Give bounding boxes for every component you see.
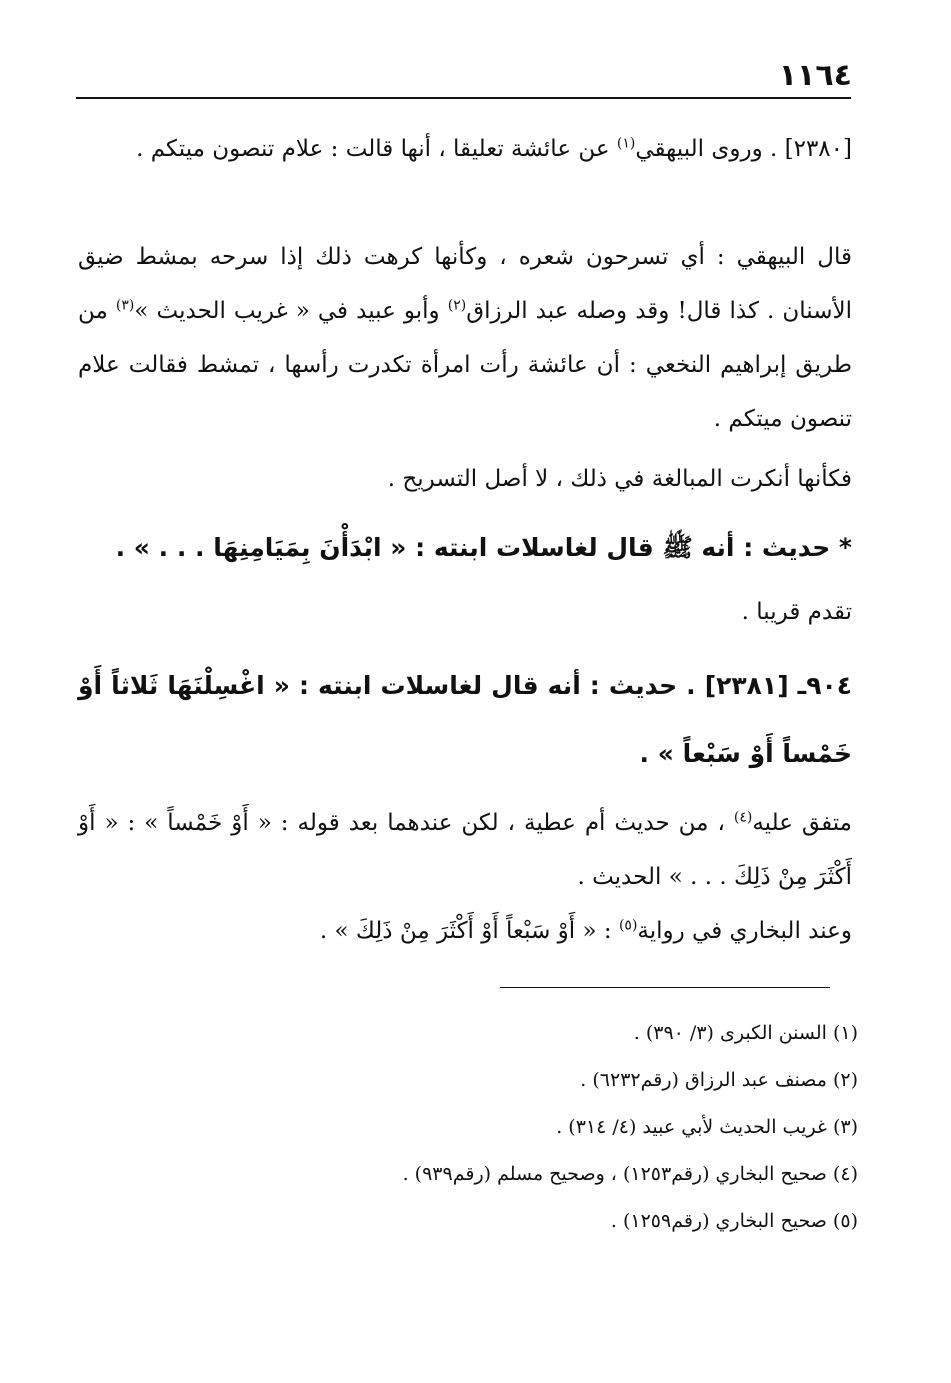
hadith-heading-1: * حديث : أنه ﷺ قال لغاسلات ابنته : « ابْدَأْنَ بِمَيَامِنِهَا . . . » .: [115, 533, 852, 562]
footnote-1: (١) السنن الكبرى (٣/ ٣٩٠) .: [633, 1022, 858, 1044]
header-rule: [76, 97, 851, 99]
paragraph-text: وأبو عبيد في « غريب الحديث »: [134, 298, 448, 324]
footnote-ref-3: (٣): [115, 297, 135, 314]
paragraph-text: متفق عليه: [752, 810, 853, 836]
paragraph-text: عن عائشة تعليقا ، أنها قالت : علام تنصون ميتكم .: [136, 136, 617, 162]
footnotes: [78, 1010, 858, 1245]
paragraph-bayhaqi-comment: [78, 230, 852, 446]
paragraph-bayhaqi-narration: [78, 122, 852, 176]
footnote-ref-1: (١): [616, 135, 636, 152]
paragraph-conclusion: فكأنها أنكرت المبالغة في ذلك ، لا أصل التسريح .: [387, 466, 852, 492]
footnote-4: (٤) صحيح البخاري (رقم١٢٥٣) ، وصحيح مسلم (رقم٩٣٩) .: [402, 1163, 858, 1185]
footnote-ref-4: (٤): [733, 809, 753, 826]
page-number: ١١٦٤: [778, 58, 852, 93]
paragraph-text: من طريق إبراهيم النخعي : أن عائشة رأت امرأة تكدرت رأسها ، تمشط فقالت علام تنصون ميتكم .: [78, 298, 852, 432]
footnote-ref-2: (٢): [447, 297, 467, 314]
footnote-ref-5: (٥): [618, 917, 638, 934]
footnote-3: (٣) غريب الحديث لأبي عبيد (٤/ ٣١٤) .: [556, 1116, 858, 1138]
paragraph-text: وعند البخاري في رواية: [637, 918, 852, 944]
paragraph-bukhari-narration: [78, 904, 852, 958]
footnote-5: (٥) صحيح البخاري (رقم١٢٥٩) .: [610, 1210, 858, 1232]
paragraph-cross-reference: تقدم قريبا .: [741, 599, 852, 625]
hadith-heading-2: ٩٠٤ـ [٢٣٨١] . حديث : أنه قال لغاسلات ابنته : « اغْسِلْنَهَا ثَلاثاً أَوْ خَمْساً أَوْ سَبْعاً » .: [78, 671, 852, 768]
footnote-2: (٢) مصنف عبد الرزاق (رقم٦٢٣٢) .: [580, 1069, 858, 1091]
paragraph-text: ، من حديث أم عطية ، لكن عندهما بعد قوله : « أَوْ خَمْساً » : « أَوْ أَكْثَرَ مِنْ ذَلِكَ . . . » الحديث .: [78, 810, 852, 890]
paragraph-text: قال البيهقي : أي تسرحون شعره ، وكأنها كرهت ذلك إذا سرحه بمشط ضيق الأسنان . كذا قال! وقد وصله عبد الرزاق: [78, 244, 853, 324]
paragraph-text: [٢٣٨٠] . وروى البيهقي: [635, 136, 852, 162]
paragraph-agreed-upon: [78, 796, 852, 904]
footnote-separator: [500, 987, 830, 988]
paragraph-text: : « أَوْ سَبْعاً أَوْ أَكْثَرَ مِنْ ذَلِكَ » .: [319, 918, 619, 944]
